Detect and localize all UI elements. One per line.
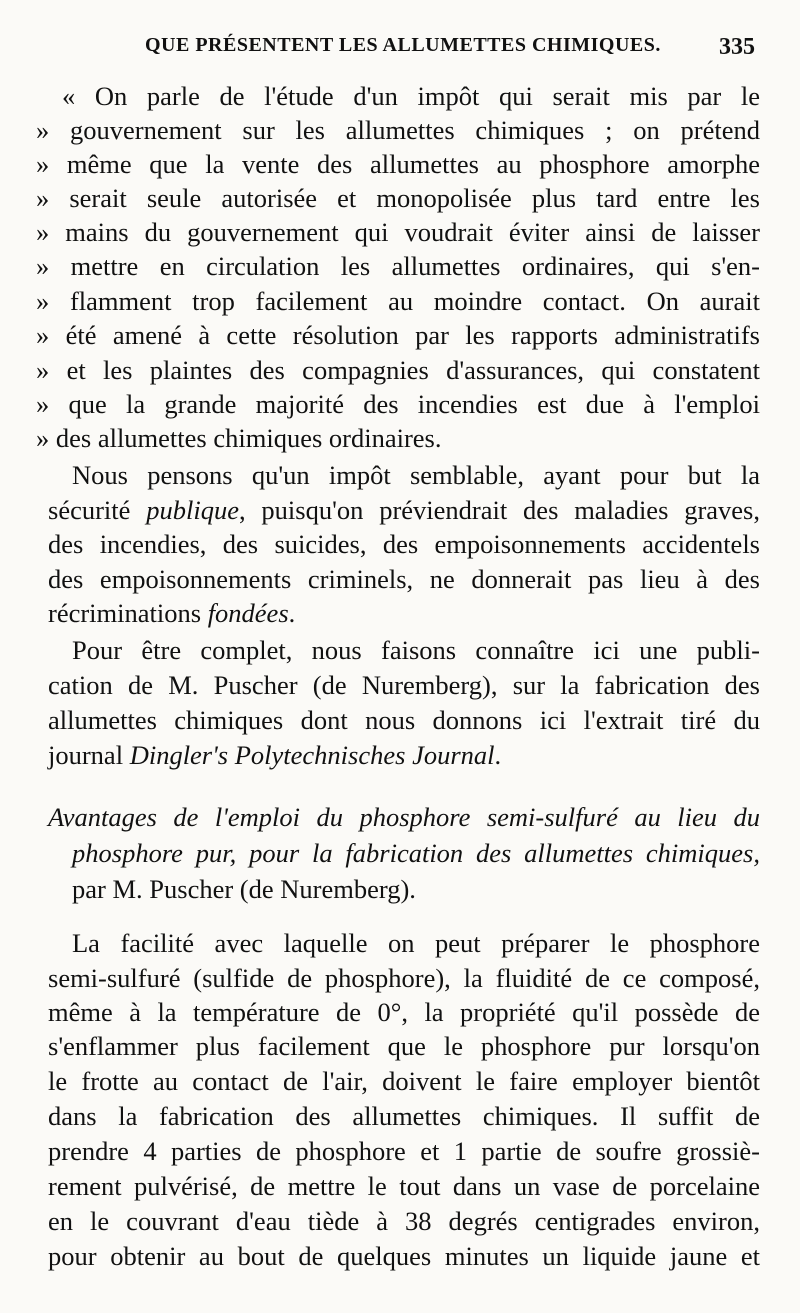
text-line: » mains du gouvernement qui voudrait éviter ainsi de laisser [36, 217, 760, 247]
text-line: » flamment trop facilement au moindre contact. On aurait [36, 286, 760, 316]
text-line: » mettre en circulation les allumettes ordinaires, qui s'en- [36, 251, 760, 281]
text-line: Nous pensons qu'un impôt semblable, ayant pour but la [72, 460, 760, 490]
text-line-italic-mix: sécurité publique, puisqu'on préviendrait des maladies graves, [48, 495, 760, 525]
text-line: allumettes chimiques dont nous donnons ici l'extrait tiré du [48, 705, 760, 735]
text-line: » gouvernement sur les allumettes chimiques ; on prétend [36, 115, 760, 145]
text-line: dans la fabrication des allumettes chimiques. Il suffit de [48, 1101, 760, 1131]
text-line-italic-mix: récriminations fondées. [48, 598, 296, 628]
text-line: » serait seule autorisée et monopolisée plus tard entre les [36, 183, 760, 213]
section-heading-author: par M. Puscher (de Nuremberg). [72, 874, 416, 904]
text-line: prendre 4 parties de phosphore et 1 partie de soufre grossiè- [48, 1136, 760, 1166]
text-line: des empoisonnements criminels, ne donnerait pas lieu à des [48, 564, 760, 594]
text-line: pour obtenir au bout de quelques minutes un liquide jaune et [48, 1241, 760, 1271]
text-line-italic-mix: journal Dingler's Polytechnisches Journal. [48, 740, 502, 770]
section-heading: Avantages de l'emploi du phosphore semi-sulfuré au lieu du [48, 802, 760, 832]
section-heading: phosphore pur, pour la fabrication des allumettes chimiques, [72, 838, 760, 868]
text-line: » été amené à cette résolution par les rapports administratifs [36, 320, 760, 350]
text-line: « On parle de l'étude d'un impôt qui serait mis par le [62, 81, 760, 111]
text-line: Pour être complet, nous faisons connaître ici une publi- [72, 635, 760, 665]
text-line: le frotte au contact de l'air, doivent le faire employer bientôt [48, 1066, 760, 1096]
text-line: en le couvrant d'eau tiède à 38 degrés centigrades environ, [48, 1206, 760, 1236]
text-line: La facilité avec laquelle on peut préparer le phosphore [72, 928, 760, 958]
text-line: semi-sulfuré (sulfide de phosphore), la fluidité de ce composé, [48, 963, 760, 993]
text-line: rement pulvérisé, de mettre le tout dans un vase de porcelaine [48, 1171, 760, 1201]
text-line: des incendies, des suicides, des empoisonnements accidentels [48, 529, 760, 559]
text-line: s'enflammer plus facilement que le phosphore pur lorsqu'on [48, 1031, 760, 1061]
page-number: 335 [719, 34, 755, 60]
text-line: » des allumettes chimiques ordinaires. [36, 423, 442, 453]
text-line: » que la grande majorité des incendies est due à l'emploi [36, 389, 760, 419]
text-line: même à la température de 0°, la propriété qu'il possède de [48, 997, 760, 1027]
text-line: » même que la vente des allumettes au phosphore amorphe [36, 149, 760, 179]
text-line: » et les plaintes des compagnies d'assurances, qui constatent [36, 355, 760, 385]
running-title: QUE PRÉSENTENT LES ALLUMETTES CHIMIQUES. [145, 34, 661, 56]
text-line: cation de M. Puscher (de Nuremberg), sur la fabrication des [48, 670, 760, 700]
page-header [50, 34, 755, 74]
